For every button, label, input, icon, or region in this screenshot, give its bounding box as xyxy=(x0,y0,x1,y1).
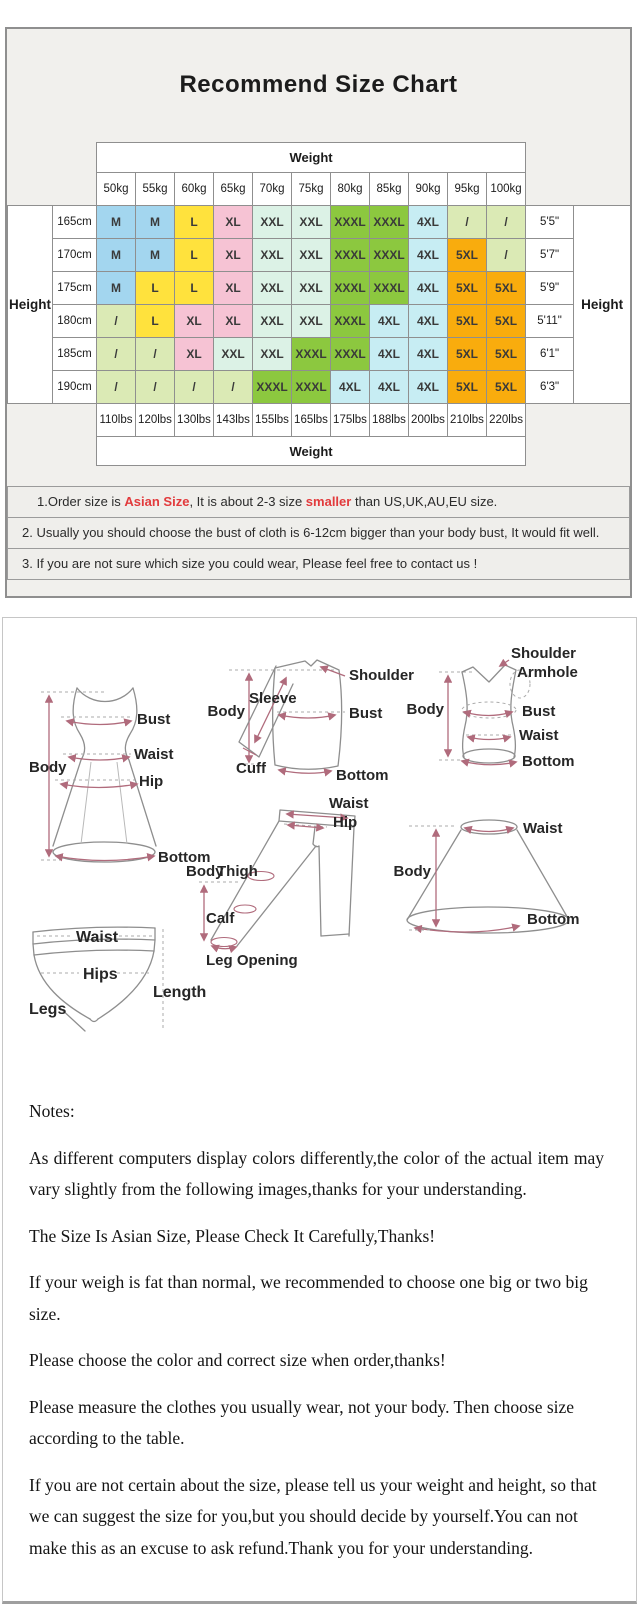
kg-label-cell: 80kg xyxy=(331,173,370,206)
size-cell: XXL xyxy=(253,206,292,239)
size-table-body xyxy=(8,143,631,466)
kg-label-cell: 55kg xyxy=(136,173,175,206)
size-cell: XXXL xyxy=(370,206,409,239)
briefs-length-label: Length xyxy=(153,984,207,1001)
size-cell: XXXL xyxy=(331,206,370,239)
vest-hem xyxy=(463,749,515,763)
table-corner-blank xyxy=(526,437,631,466)
size-cell: L xyxy=(175,206,214,239)
height-label-right: Height xyxy=(574,206,631,404)
size-cell: 4XL xyxy=(370,305,409,338)
pants-waist-label: Waist xyxy=(329,795,369,812)
briefs-leg-curve xyxy=(98,951,154,1019)
shirt-diagram xyxy=(208,660,415,784)
size-cell: 4XL xyxy=(370,371,409,404)
size-cell: XL xyxy=(214,206,253,239)
size-cell: XXXL xyxy=(253,371,292,404)
notes-paragraphs xyxy=(29,1143,604,1565)
size-cell: XL xyxy=(175,338,214,371)
briefs-legs-label: Legs xyxy=(29,1001,67,1018)
height-ft-cell: 6'1" xyxy=(526,338,574,371)
notice-highlight-text: smaller xyxy=(305,494,352,509)
size-cell: 5XL xyxy=(487,338,526,371)
notice-highlight-text: Asian Size xyxy=(124,494,190,509)
height-ft-cell: 5'11" xyxy=(526,305,574,338)
table-corner-blank xyxy=(526,173,631,206)
size-cell: XXL xyxy=(292,272,331,305)
vest-armhole-label: Armhole xyxy=(517,664,578,681)
size-cell: XXXL xyxy=(292,338,331,371)
dress-hem xyxy=(53,842,155,862)
shirt-bottom-arrow xyxy=(279,770,331,773)
size-cell: XXL xyxy=(253,338,292,371)
size-cell: M xyxy=(136,239,175,272)
size-cell: XL xyxy=(214,305,253,338)
size-cell: M xyxy=(97,206,136,239)
size-cell: XXXL xyxy=(370,272,409,305)
size-cell: M xyxy=(136,206,175,239)
dress-diagram xyxy=(29,688,211,866)
kg-label-cell: 75kg xyxy=(292,173,331,206)
pants-diagram xyxy=(186,795,368,969)
size-cell: / xyxy=(487,239,526,272)
size-cell: 4XL xyxy=(409,239,448,272)
notice-text: 1.Order size is xyxy=(37,494,125,509)
shirt-sleeve-label: Sleeve xyxy=(249,690,297,707)
size-cell: 4XL xyxy=(409,272,448,305)
notice-text: 3. If you are not sure which size you could wear, Please feel free to contact us ! xyxy=(22,556,478,571)
size-cell: / xyxy=(175,371,214,404)
size-cell: 5XL xyxy=(448,305,487,338)
size-cell: 4XL xyxy=(409,371,448,404)
lbs-label-cell: 110lbs xyxy=(97,404,136,437)
size-cell: L xyxy=(175,239,214,272)
lbs-label-cell: 155lbs xyxy=(253,404,292,437)
lbs-label-cell: 143lbs xyxy=(214,404,253,437)
size-cell: M xyxy=(97,239,136,272)
shirt-body-label: Body xyxy=(207,703,245,720)
size-cell: L xyxy=(175,272,214,305)
size-cell: / xyxy=(97,338,136,371)
vest-bust-arrow xyxy=(464,712,512,716)
skirt-body-label: Body xyxy=(393,863,431,880)
skirt-outline xyxy=(517,830,569,920)
size-cell: 5XL xyxy=(448,239,487,272)
size-cell: 4XL xyxy=(370,338,409,371)
skirt-waist-label: Waist xyxy=(523,820,563,837)
size-cell: 4XL xyxy=(331,371,370,404)
notice-item xyxy=(7,486,630,518)
notice-item xyxy=(7,548,630,580)
dress-bottom-label: Bottom xyxy=(158,849,211,866)
vest-diagram xyxy=(407,645,578,770)
size-cell: / xyxy=(97,371,136,404)
size-cell: 5XL xyxy=(448,272,487,305)
notes-paragraph: As different computers display colors differently,the color of the actual item may vary slightly from the following images,thanks for your understanding. xyxy=(29,1147,604,1199)
briefs-crotch xyxy=(90,1019,98,1022)
notes-paragraph: Please choose the color and correct size when order,thanks! xyxy=(29,1350,446,1370)
briefs-waistband xyxy=(34,950,154,955)
lbs-label-cell: 210lbs xyxy=(448,404,487,437)
size-cell: 4XL xyxy=(409,338,448,371)
size-cell: XXL xyxy=(292,206,331,239)
lbs-label-cell: 220lbs xyxy=(487,404,526,437)
size-cell: XXL xyxy=(253,239,292,272)
pants-hip-arrow xyxy=(288,825,323,828)
size-cell: XXXL xyxy=(331,239,370,272)
vest-outline xyxy=(462,665,516,757)
size-cell: XXL xyxy=(292,239,331,272)
notes-heading: Notes: xyxy=(29,1101,75,1121)
size-cell: L xyxy=(136,305,175,338)
kg-label-cell: 95kg xyxy=(448,173,487,206)
size-cell: XXXL xyxy=(331,272,370,305)
shirt-bottom-label: Bottom xyxy=(336,767,389,784)
shirt-shoulder-arrow xyxy=(321,667,345,676)
table-corner-blank xyxy=(8,437,97,466)
pants-hip-label: Hip xyxy=(333,814,358,831)
pants-right-hem xyxy=(321,934,349,936)
size-cell: 4XL xyxy=(409,305,448,338)
lbs-label-cell: 130lbs xyxy=(175,404,214,437)
vest-body-label: Body xyxy=(406,701,444,718)
size-cell: XL xyxy=(214,239,253,272)
table-corner-blank xyxy=(526,404,631,437)
notice-text: than US,UK,AU,EU size. xyxy=(351,494,498,509)
weight-header-cell: Weight xyxy=(97,143,526,173)
size-cell: / xyxy=(487,206,526,239)
lbs-label-cell: 165lbs xyxy=(292,404,331,437)
size-cell: M xyxy=(97,272,136,305)
lbs-label-cell: 120lbs xyxy=(136,404,175,437)
skirt-bottom-label: Bottom xyxy=(527,911,580,928)
pants-right-leg xyxy=(349,827,354,936)
shirt-bust-arrow xyxy=(279,715,335,718)
height-ft-cell: 5'5" xyxy=(526,206,574,239)
notes-paragraph: The Size Is Asian Size, Please Check It Carefully,Thanks! xyxy=(29,1225,436,1246)
pants-hem-ellipse xyxy=(211,938,237,947)
size-cell: 5XL xyxy=(487,371,526,404)
height-cm-cell: 165cm xyxy=(53,206,97,239)
dress-neckline xyxy=(77,688,133,702)
notes-paragraph: If you are not certain about the size, please tell us your weight and height, so that we can suggest the size for you,but you should decide by yourself.You can not make this as an excuse to ask refund.Thank you for your understanding. xyxy=(29,1474,597,1558)
pants-fly xyxy=(313,827,315,844)
notes-paragraph: If your weigh is fat than normal, we recommended to choose one big or two big size. xyxy=(29,1272,588,1324)
kg-label-cell: 50kg xyxy=(97,173,136,206)
height-ft-cell: 6'3" xyxy=(526,371,574,404)
dress-body-label: Body xyxy=(29,759,67,776)
pants-thigh-label: Thigh xyxy=(217,863,258,880)
size-cell: XXL xyxy=(292,305,331,338)
dress-bust-arrow xyxy=(67,721,131,725)
kg-label-cell: 100kg xyxy=(487,173,526,206)
shirt-shoulder-label: Shoulder xyxy=(349,667,415,684)
briefs-diagram xyxy=(29,927,206,1031)
pants-crotch xyxy=(313,844,319,847)
height-cm-cell: 175cm xyxy=(53,272,97,305)
height-cm-cell: 190cm xyxy=(53,371,97,404)
notice-text: , It is about 2-3 size xyxy=(189,494,306,509)
table-corner-blank xyxy=(8,173,97,206)
notice-list xyxy=(7,486,630,580)
size-cell: / xyxy=(136,338,175,371)
height-cm-cell: 180cm xyxy=(53,305,97,338)
page-title: Recommend Size Chart xyxy=(179,71,458,98)
vest-shoulder-label: Shoulder xyxy=(511,645,577,662)
size-cell: XXXL xyxy=(331,305,370,338)
size-cell: 5XL xyxy=(448,371,487,404)
size-cell: 5XL xyxy=(448,338,487,371)
height-cm-cell: 185cm xyxy=(53,338,97,371)
measurement-diagrams xyxy=(3,624,636,1054)
table-corner-blank xyxy=(8,143,97,173)
size-cell: XL xyxy=(175,305,214,338)
size-cell: XXL xyxy=(253,305,292,338)
size-cell: L xyxy=(136,272,175,305)
dress-pleats xyxy=(81,762,127,844)
dress-waist-arrow xyxy=(69,757,129,760)
briefs-waist-label: Waist xyxy=(76,929,119,946)
size-chart-panel xyxy=(5,27,632,598)
notes-paragraph: Please measure the clothes you usually wear, not your body. Then choose size according to the table. xyxy=(29,1396,575,1448)
size-cell: XXXL xyxy=(331,338,370,371)
notice-item xyxy=(7,517,630,549)
kg-label-cell: 60kg xyxy=(175,173,214,206)
measurement-panel xyxy=(2,617,637,1604)
dress-bust-label: Bust xyxy=(137,711,171,728)
pants-left-leg xyxy=(237,846,316,946)
kg-label-cell: 90kg xyxy=(409,173,448,206)
size-cell: / xyxy=(136,371,175,404)
notice-text: 2. Usually you should choose the bust of cloth is 6-12cm bigger than your body bust, It would fit well. xyxy=(22,525,600,540)
size-cell: XXL xyxy=(253,272,292,305)
weight-footer-cell: Weight xyxy=(97,437,526,466)
size-cell: XL xyxy=(214,272,253,305)
size-cell: 5XL xyxy=(487,305,526,338)
size-cell: XXXL xyxy=(292,371,331,404)
size-cell: / xyxy=(448,206,487,239)
height-label-left: Height xyxy=(8,206,53,404)
vest-bust-label: Bust xyxy=(522,703,556,720)
height-ft-cell: 5'9" xyxy=(526,272,574,305)
dress-waist-label: Waist xyxy=(134,746,174,763)
size-cell: XXXL xyxy=(370,239,409,272)
dress-hip-label: Hip xyxy=(139,773,164,790)
vest-outline xyxy=(462,672,467,757)
pants-body-label: Body xyxy=(186,863,224,880)
shirt-bust-label: Bust xyxy=(349,705,383,722)
skirt-diagram xyxy=(394,820,580,933)
pants-leg-opening-label: Leg Opening xyxy=(206,952,298,969)
lbs-label-cell: 175lbs xyxy=(331,404,370,437)
briefs-hips-label: Hips xyxy=(83,966,118,983)
shirt-cuff-label: Cuff xyxy=(236,760,266,777)
vest-waist-arrow xyxy=(468,737,510,740)
shirt-outline xyxy=(273,660,342,769)
lbs-label-cell: 200lbs xyxy=(409,404,448,437)
pants-calf-ellipse xyxy=(234,905,256,913)
size-cell: / xyxy=(97,305,136,338)
kg-label-cell: 65kg xyxy=(214,173,253,206)
size-table xyxy=(7,142,631,466)
notes-section xyxy=(29,1096,604,1579)
size-cell: XXL xyxy=(214,338,253,371)
pants-calf-label: Calf xyxy=(206,910,235,927)
table-corner-blank xyxy=(8,404,97,437)
skirt-waist-arrow xyxy=(465,828,513,832)
kg-label-cell: 85kg xyxy=(370,173,409,206)
kg-label-cell: 70kg xyxy=(253,173,292,206)
vest-waist-label: Waist xyxy=(519,727,559,744)
lbs-label-cell: 188lbs xyxy=(370,404,409,437)
size-cell: / xyxy=(214,371,253,404)
table-corner-blank xyxy=(526,143,631,173)
size-cell: 4XL xyxy=(409,206,448,239)
height-ft-cell: 5'7" xyxy=(526,239,574,272)
height-cm-cell: 170cm xyxy=(53,239,97,272)
size-cell: 5XL xyxy=(487,272,526,305)
vest-bottom-label: Bottom xyxy=(522,753,575,770)
pants-right-leg xyxy=(319,846,321,936)
